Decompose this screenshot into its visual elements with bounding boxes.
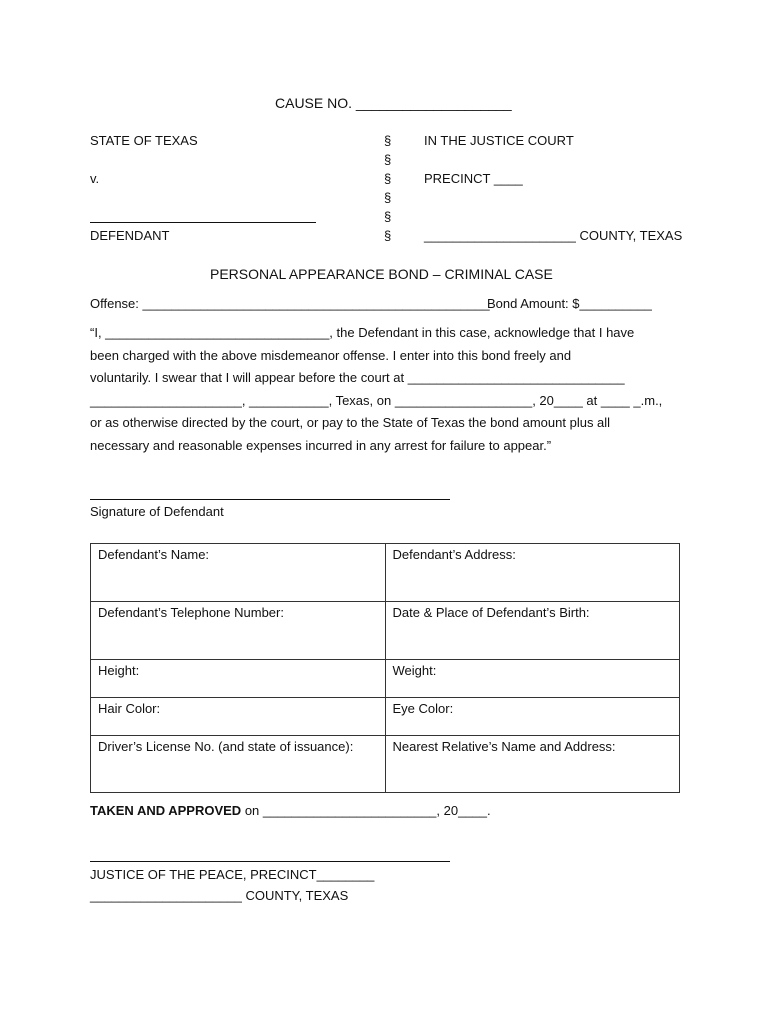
defendant-label: DEFENDANT: [90, 228, 170, 243]
nearest-relative-cell[interactable]: Nearest Relative’s Name and Address:: [385, 736, 680, 793]
weight-cell[interactable]: Weight:: [385, 660, 680, 698]
cause-number[interactable]: CAUSE NO. ____________________: [275, 95, 512, 111]
form-title: PERSONAL APPEARANCE BOND – CRIMINAL CASE: [210, 266, 553, 282]
defendant-info-table: [90, 543, 680, 793]
defendant-statement: [90, 322, 680, 457]
taken-approved-date[interactable]: on ________________________, 20____.: [241, 803, 491, 818]
taken-approved-label: TAKEN AND APPROVED: [90, 803, 242, 818]
signature-line[interactable]: [90, 499, 450, 500]
taken-approved-line[interactable]: [90, 803, 491, 818]
defendant-address-cell[interactable]: Defendant’s Address:: [385, 544, 680, 602]
defendant-name-cell[interactable]: Defendant’s Name:: [91, 544, 386, 602]
section-symbol: §: [384, 133, 392, 148]
defendant-name-line[interactable]: [90, 222, 316, 223]
statement-line: or as otherwise directed by the court, or pay to the State of Texas the bond amount plus all: [90, 415, 611, 430]
statement-line: been charged with the above misdemeanor offense. I enter into this bond freely and: [90, 347, 572, 363]
statement-line[interactable]: “I, _______________________________, the Defendant in this case, acknowledge that I have: [90, 325, 635, 340]
bond-amount-field[interactable]: Bond Amount: $__________: [487, 296, 652, 311]
court-label: IN THE JUSTICE COURT: [424, 133, 574, 148]
section-symbol: §: [384, 228, 392, 243]
section-symbol: §: [384, 152, 392, 167]
justice-signature-line[interactable]: [90, 861, 450, 862]
versus-label: v.: [90, 171, 100, 186]
hair-color-cell[interactable]: Hair Color:: [91, 698, 386, 736]
table-row: [91, 660, 680, 698]
drivers-license-cell[interactable]: Driver’s License No. (and state of issuance):: [91, 736, 386, 793]
section-symbol: §: [384, 190, 392, 205]
eye-color-cell[interactable]: Eye Color:: [385, 698, 680, 736]
statement-line[interactable]: _____________________, ___________, Texas, on ___________________, 20____ at ____ _.m.,: [90, 392, 663, 408]
offense-field[interactable]: Offense: ________________________________________________: [90, 296, 490, 311]
telephone-cell[interactable]: Defendant’s Telephone Number:: [91, 602, 386, 660]
table-row: [91, 736, 680, 793]
section-symbol: §: [384, 209, 392, 224]
justice-county-field[interactable]: _____________________ COUNTY, TEXAS: [90, 888, 349, 903]
justice-precinct-field[interactable]: JUSTICE OF THE PEACE, PRECINCT________: [90, 867, 375, 882]
table-row: [91, 544, 680, 602]
county-field[interactable]: _____________________ COUNTY, TEXAS: [424, 228, 683, 243]
state-of-texas-label: STATE OF TEXAS: [90, 133, 198, 148]
table-row: [91, 602, 680, 660]
table-row: [91, 698, 680, 736]
section-symbol: §: [384, 171, 392, 186]
statement-line: necessary and reasonable expenses incurred in any arrest for failure to appear.”: [90, 437, 552, 453]
statement-line[interactable]: voluntarily. I swear that I will appear before the court at ______________________________: [90, 370, 625, 385]
height-cell[interactable]: Height:: [91, 660, 386, 698]
signature-label: Signature of Defendant: [90, 504, 224, 519]
precinct-field[interactable]: PRECINCT ____: [424, 171, 523, 186]
birth-date-place-cell[interactable]: Date & Place of Defendant’s Birth:: [385, 602, 680, 660]
